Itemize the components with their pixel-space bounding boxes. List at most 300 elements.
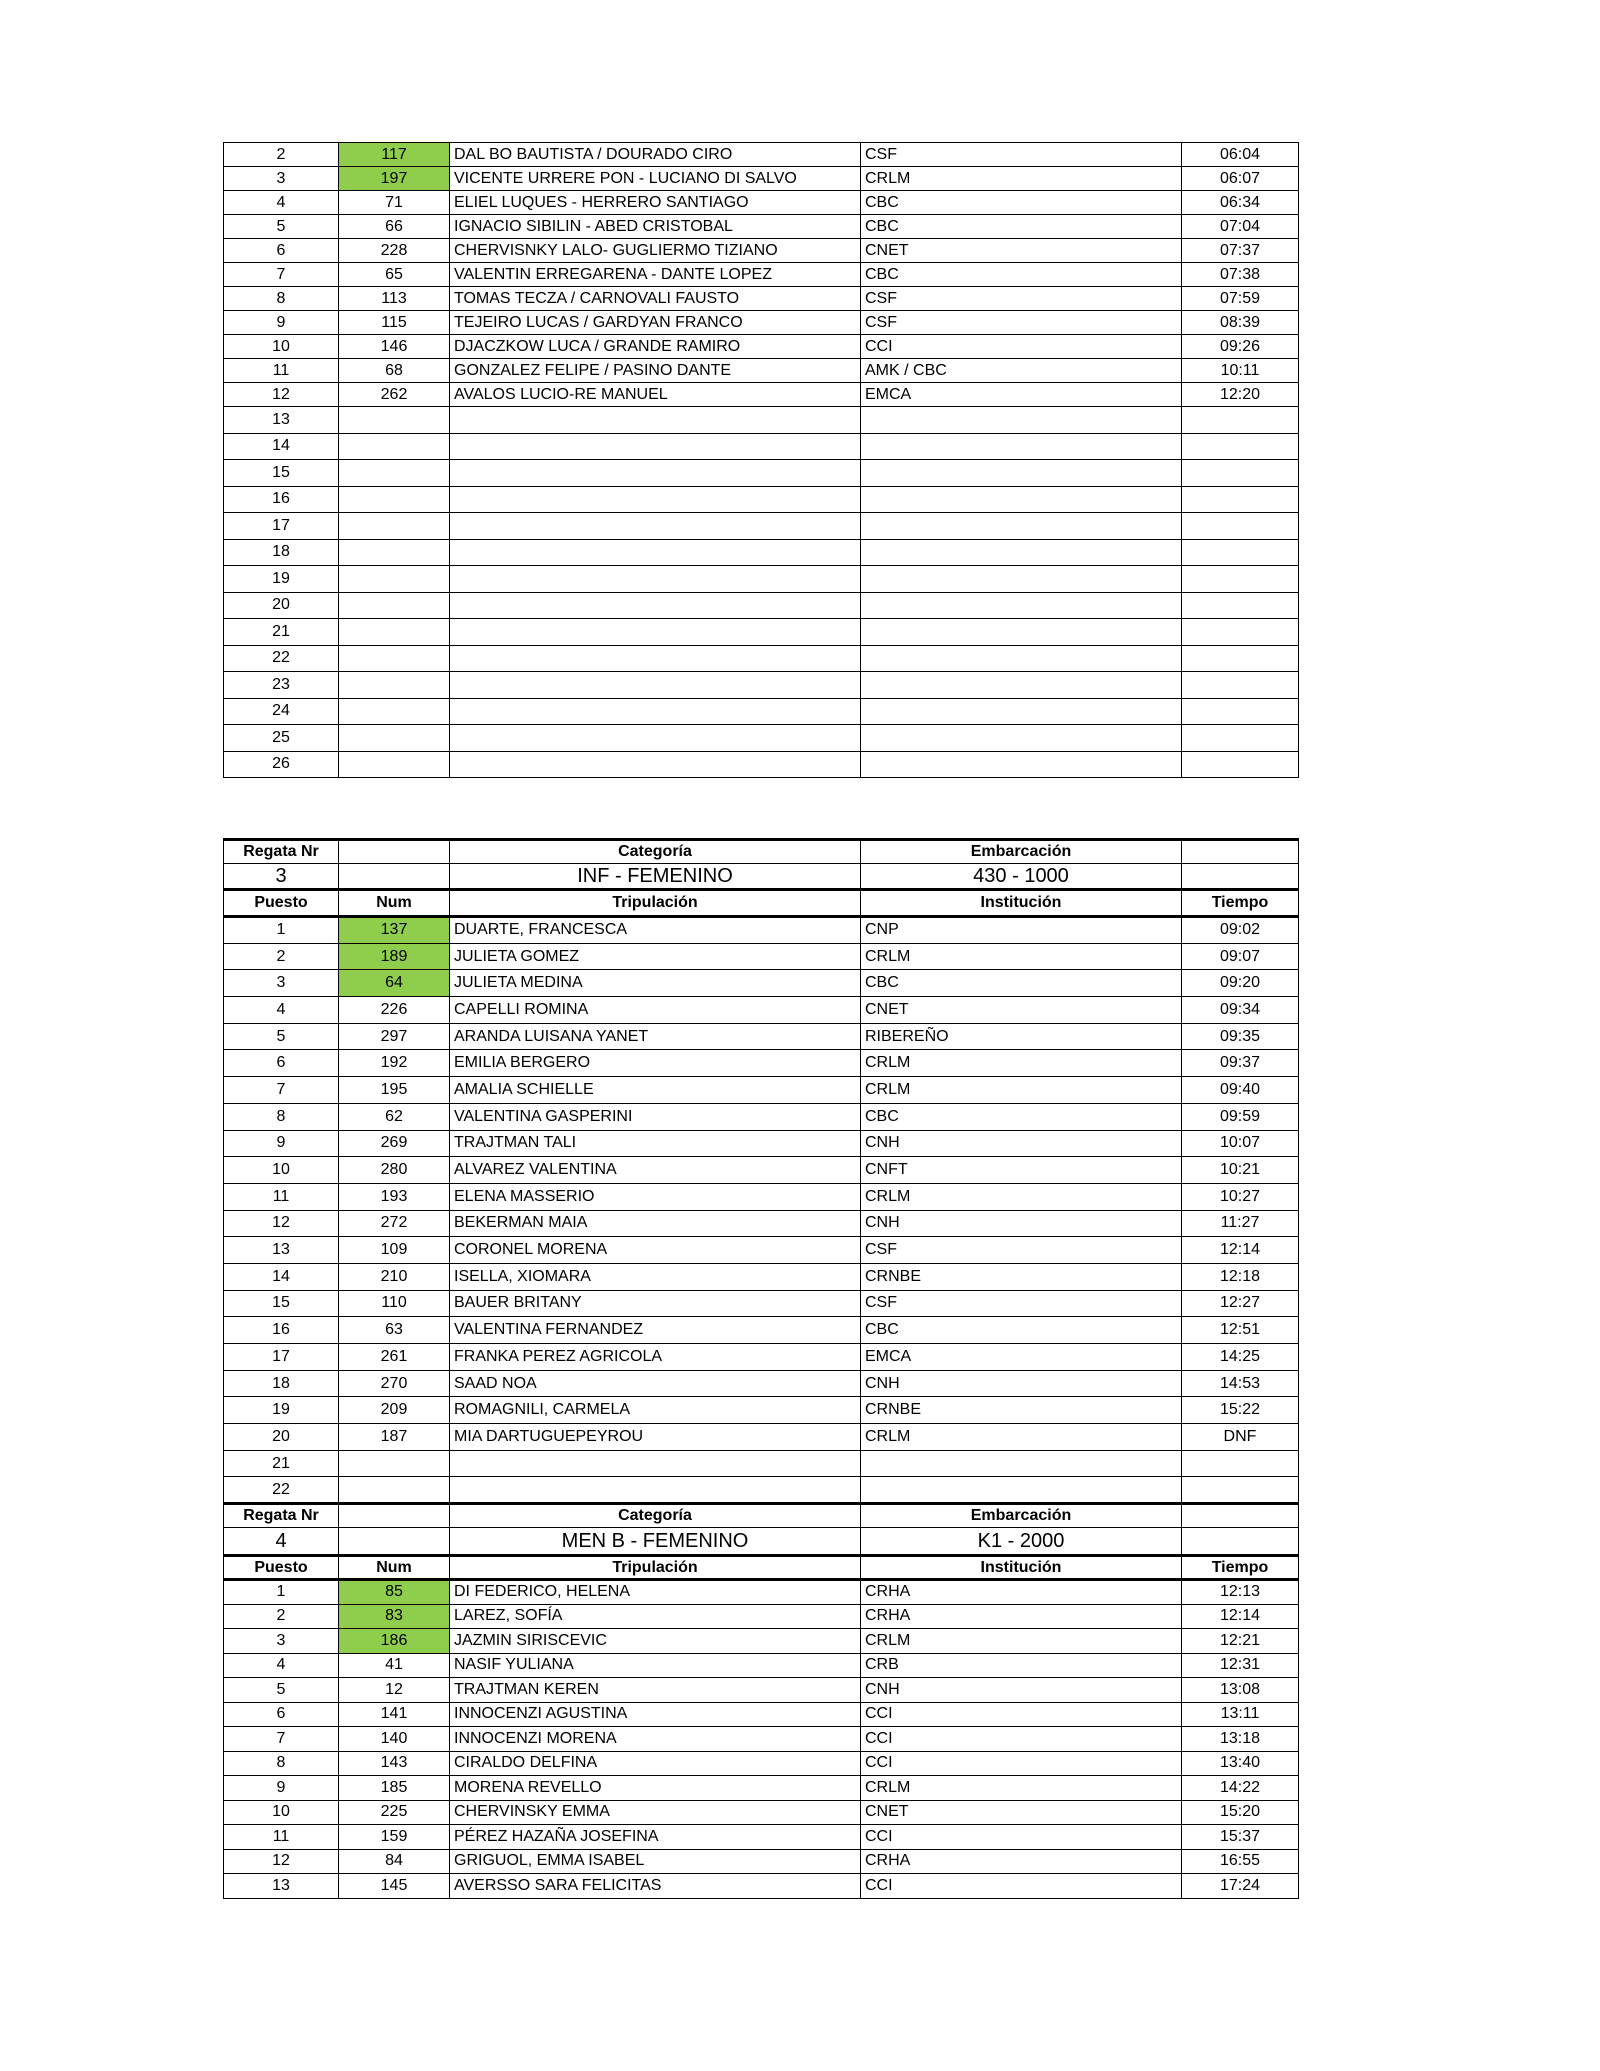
tiempo-cell — [1182, 433, 1299, 460]
institucion-cell: CBC — [861, 1103, 1182, 1130]
col-tiempo: Tiempo — [1182, 890, 1299, 917]
num-cell: 186 — [339, 1629, 450, 1654]
tripulacion-cell: TRAJTMAN TALI — [450, 1130, 861, 1157]
num-cell — [339, 513, 450, 540]
puesto-cell: 2 — [224, 1604, 339, 1629]
tiempo-cell: 15:37 — [1182, 1825, 1299, 1850]
puesto-cell: 13 — [224, 1237, 339, 1264]
tiempo-cell: 13:18 — [1182, 1727, 1299, 1752]
institucion-cell: CCI — [861, 1874, 1182, 1899]
tripulacion-cell — [450, 619, 861, 646]
col-num: Num — [339, 890, 450, 917]
tiempo-cell — [1182, 513, 1299, 540]
institucion-cell: CNH — [861, 1370, 1182, 1397]
institucion-cell: CRLM — [861, 1183, 1182, 1210]
tripulacion-cell: BAUER BRITANY — [450, 1290, 861, 1317]
table-row — [224, 1424, 1299, 1451]
table-row — [224, 592, 1299, 619]
puesto-cell: 20 — [224, 592, 339, 619]
tiempo-cell: 09:35 — [1182, 1023, 1299, 1050]
num-cell: 66 — [339, 215, 450, 239]
tiempo-cell: 07:59 — [1182, 287, 1299, 311]
empty-info-cell — [339, 1528, 450, 1556]
table-row — [224, 1477, 1299, 1504]
table-row — [224, 407, 1299, 434]
tiempo-cell — [1182, 698, 1299, 725]
puesto-cell: 11 — [224, 1825, 339, 1850]
tripulacion-cell: PÉREZ HAZAÑA JOSEFINA — [450, 1825, 861, 1850]
tripulacion-cell: MIA DARTUGUEPEYROU — [450, 1424, 861, 1451]
tiempo-cell: 09:26 — [1182, 335, 1299, 359]
puesto-cell: 9 — [224, 311, 339, 335]
num-cell — [339, 1450, 450, 1477]
num-cell: 41 — [339, 1653, 450, 1678]
table-row — [224, 311, 1299, 335]
table-row — [224, 1450, 1299, 1477]
table-row — [224, 1727, 1299, 1752]
puesto-cell: 12 — [224, 1210, 339, 1237]
tripulacion-cell — [450, 486, 861, 513]
num-cell: 68 — [339, 359, 450, 383]
regata-nr-label: Regata Nr — [224, 840, 339, 864]
table-row — [224, 1183, 1299, 1210]
tiempo-cell: 15:20 — [1182, 1800, 1299, 1825]
tripulacion-cell: CORONEL MORENA — [450, 1237, 861, 1264]
race-3-columns-row — [224, 890, 1299, 917]
num-cell: 141 — [339, 1702, 450, 1727]
institucion-cell: CBC — [861, 970, 1182, 997]
num-cell: 225 — [339, 1800, 450, 1825]
tripulacion-cell: AVALOS LUCIO-RE MANUEL — [450, 383, 861, 407]
tripulacion-cell: CHERVINSKY EMMA — [450, 1800, 861, 1825]
num-cell: 209 — [339, 1397, 450, 1424]
table-row — [224, 619, 1299, 646]
table-row — [224, 1751, 1299, 1776]
tripulacion-cell — [450, 460, 861, 487]
tripulacion-cell — [450, 645, 861, 672]
puesto-cell: 14 — [224, 1263, 339, 1290]
num-cell: 12 — [339, 1678, 450, 1703]
table1-body — [224, 143, 1299, 778]
tripulacion-cell: DUARTE, FRANCESCA — [450, 917, 861, 944]
puesto-cell: 14 — [224, 433, 339, 460]
institucion-cell: AMK / CBC — [861, 359, 1182, 383]
num-cell — [339, 672, 450, 699]
tiempo-cell — [1182, 460, 1299, 487]
num-cell: 262 — [339, 383, 450, 407]
num-cell: 280 — [339, 1157, 450, 1184]
embarcacion-value: K1 - 2000 — [861, 1528, 1182, 1556]
institucion-cell: CNET — [861, 1800, 1182, 1825]
puesto-cell: 13 — [224, 407, 339, 434]
table-row — [224, 143, 1299, 167]
institucion-cell: CSF — [861, 1237, 1182, 1264]
table-row — [224, 1874, 1299, 1899]
table-row — [224, 1210, 1299, 1237]
table-row — [224, 239, 1299, 263]
embarcacion-label: Embarcación — [861, 1504, 1182, 1528]
tripulacion-cell: ELIEL LUQUES - HERRERO SANTIAGO — [450, 191, 861, 215]
puesto-cell: 21 — [224, 619, 339, 646]
num-cell — [339, 407, 450, 434]
num-cell: 146 — [339, 335, 450, 359]
empty-header-cell — [339, 1504, 450, 1528]
tiempo-cell — [1182, 751, 1299, 778]
institucion-cell: CRLM — [861, 943, 1182, 970]
num-cell: 85 — [339, 1580, 450, 1605]
num-cell: 109 — [339, 1237, 450, 1264]
num-cell: 83 — [339, 1604, 450, 1629]
tripulacion-cell: NASIF YULIANA — [450, 1653, 861, 1678]
race-4-header-row — [224, 1504, 1299, 1528]
puesto-cell: 8 — [224, 287, 339, 311]
table-row — [224, 1653, 1299, 1678]
categoria-value: INF - FEMENINO — [450, 864, 861, 890]
institucion-cell — [861, 698, 1182, 725]
tripulacion-cell: VALENTINA FERNANDEZ — [450, 1317, 861, 1344]
table-row — [224, 917, 1299, 944]
puesto-cell: 6 — [224, 1050, 339, 1077]
table-row — [224, 1629, 1299, 1654]
num-cell — [339, 698, 450, 725]
categoria-label: Categoría — [450, 1504, 861, 1528]
institucion-cell: CSF — [861, 143, 1182, 167]
institucion-cell — [861, 672, 1182, 699]
puesto-cell: 5 — [224, 1678, 339, 1703]
institucion-cell: CRNBE — [861, 1397, 1182, 1424]
institucion-cell: EMCA — [861, 383, 1182, 407]
tiempo-cell: 09:07 — [1182, 943, 1299, 970]
tripulacion-cell: AVERSSO SARA FELICITAS — [450, 1874, 861, 1899]
results-table-continuation — [223, 142, 1299, 778]
institucion-cell: CCI — [861, 1825, 1182, 1850]
tiempo-cell: 09:20 — [1182, 970, 1299, 997]
num-cell: 159 — [339, 1825, 450, 1850]
institucion-cell: CRLM — [861, 1776, 1182, 1801]
tripulacion-cell — [450, 513, 861, 540]
num-cell: 297 — [339, 1023, 450, 1050]
num-cell: 117 — [339, 143, 450, 167]
num-cell: 143 — [339, 1751, 450, 1776]
table-row — [224, 1825, 1299, 1850]
tripulacion-cell: TOMAS TECZA / CARNOVALI FAUSTO — [450, 287, 861, 311]
num-cell — [339, 751, 450, 778]
tripulacion-cell: LAREZ, SOFÍA — [450, 1604, 861, 1629]
tiempo-cell: 13:11 — [1182, 1702, 1299, 1727]
institucion-cell: CRLM — [861, 167, 1182, 191]
table-row — [224, 1702, 1299, 1727]
num-cell — [339, 592, 450, 619]
table-row — [224, 1370, 1299, 1397]
tiempo-cell: 14:53 — [1182, 1370, 1299, 1397]
tripulacion-cell: VALENTIN ERREGARENA - DANTE LOPEZ — [450, 263, 861, 287]
tiempo-cell: 12:20 — [1182, 383, 1299, 407]
col-tripulacion: Tripulación — [450, 1556, 861, 1580]
institucion-cell: CNH — [861, 1210, 1182, 1237]
puesto-cell: 4 — [224, 191, 339, 215]
institucion-cell: CRB — [861, 1653, 1182, 1678]
institucion-cell — [861, 592, 1182, 619]
num-cell: 270 — [339, 1370, 450, 1397]
table-row — [224, 1849, 1299, 1874]
institucion-cell: CNP — [861, 917, 1182, 944]
table-row — [224, 1290, 1299, 1317]
table-row — [224, 486, 1299, 513]
table-row — [224, 1050, 1299, 1077]
table-row — [224, 1157, 1299, 1184]
tiempo-cell: 06:04 — [1182, 143, 1299, 167]
institucion-cell: CRHA — [861, 1849, 1182, 1874]
puesto-cell: 19 — [224, 566, 339, 593]
empty-info-cell — [1182, 1528, 1299, 1556]
tripulacion-cell: ROMAGNILI, CARMELA — [450, 1397, 861, 1424]
institucion-cell: CCI — [861, 1727, 1182, 1752]
tripulacion-cell: BEKERMAN MAIA — [450, 1210, 861, 1237]
puesto-cell: 16 — [224, 486, 339, 513]
tiempo-cell — [1182, 1477, 1299, 1504]
tripulacion-cell — [450, 751, 861, 778]
puesto-cell: 25 — [224, 725, 339, 752]
num-cell: 63 — [339, 1317, 450, 1344]
institucion-cell: CRLM — [861, 1050, 1182, 1077]
col-puesto: Puesto — [224, 890, 339, 917]
tripulacion-cell — [450, 433, 861, 460]
tripulacion-cell: IGNACIO SIBILIN - ABED CRISTOBAL — [450, 215, 861, 239]
puesto-cell: 11 — [224, 359, 339, 383]
puesto-cell: 11 — [224, 1183, 339, 1210]
num-cell: 140 — [339, 1727, 450, 1752]
tripulacion-cell: INNOCENZI MORENA — [450, 1727, 861, 1752]
num-cell: 189 — [339, 943, 450, 970]
tripulacion-cell: GRIGUOL, EMMA ISABEL — [450, 1849, 861, 1874]
table-row — [224, 1263, 1299, 1290]
table-row — [224, 1397, 1299, 1424]
institucion-cell: CRNBE — [861, 1263, 1182, 1290]
table-row — [224, 1103, 1299, 1130]
num-cell — [339, 539, 450, 566]
tripulacion-cell: AMALIA SCHIELLE — [450, 1077, 861, 1104]
institucion-cell — [861, 460, 1182, 487]
institucion-cell — [861, 486, 1182, 513]
puesto-cell: 6 — [224, 1702, 339, 1727]
puesto-cell: 16 — [224, 1317, 339, 1344]
tiempo-cell — [1182, 486, 1299, 513]
embarcacion-value: 430 - 1000 — [861, 864, 1182, 890]
puesto-cell: 19 — [224, 1397, 339, 1424]
puesto-cell: 7 — [224, 263, 339, 287]
regata-nr-value: 3 — [224, 864, 339, 890]
empty-header-cell — [1182, 1504, 1299, 1528]
table-row — [224, 287, 1299, 311]
regata-nr-value: 4 — [224, 1528, 339, 1556]
num-cell: 84 — [339, 1849, 450, 1874]
tripulacion-cell: JULIETA MEDINA — [450, 970, 861, 997]
table-row — [224, 433, 1299, 460]
num-cell — [339, 460, 450, 487]
tripulacion-cell: SAAD NOA — [450, 1370, 861, 1397]
num-cell: 110 — [339, 1290, 450, 1317]
puesto-cell: 1 — [224, 917, 339, 944]
institucion-cell: CSF — [861, 287, 1182, 311]
puesto-cell: 3 — [224, 1629, 339, 1654]
institucion-cell: CBC — [861, 215, 1182, 239]
puesto-cell: 2 — [224, 943, 339, 970]
puesto-cell: 22 — [224, 1477, 339, 1504]
tripulacion-cell — [450, 725, 861, 752]
table-row — [224, 1776, 1299, 1801]
tripulacion-cell — [450, 539, 861, 566]
puesto-cell: 17 — [224, 1344, 339, 1371]
num-cell — [339, 645, 450, 672]
categoria-value: MEN B - FEMENINO — [450, 1528, 861, 1556]
tripulacion-cell: ALVAREZ VALENTINA — [450, 1157, 861, 1184]
tripulacion-cell: JAZMIN SIRISCEVIC — [450, 1629, 861, 1654]
tiempo-cell: 16:55 — [1182, 1849, 1299, 1874]
puesto-cell: 18 — [224, 539, 339, 566]
table-row — [224, 997, 1299, 1024]
puesto-cell: 23 — [224, 672, 339, 699]
institucion-cell: CCI — [861, 1751, 1182, 1776]
institucion-cell: CBC — [861, 1317, 1182, 1344]
puesto-cell: 21 — [224, 1450, 339, 1477]
tiempo-cell — [1182, 539, 1299, 566]
tiempo-cell: 10:07 — [1182, 1130, 1299, 1157]
institucion-cell — [861, 566, 1182, 593]
puesto-cell: 13 — [224, 1874, 339, 1899]
institucion-cell — [861, 407, 1182, 434]
tripulacion-cell: ISELLA, XIOMARA — [450, 1263, 861, 1290]
tiempo-cell: 09:34 — [1182, 997, 1299, 1024]
tripulacion-cell: CAPELLI ROMINA — [450, 997, 861, 1024]
puesto-cell: 12 — [224, 1849, 339, 1874]
puesto-cell: 7 — [224, 1727, 339, 1752]
puesto-cell: 9 — [224, 1130, 339, 1157]
puesto-cell: 15 — [224, 1290, 339, 1317]
tiempo-cell: DNF — [1182, 1424, 1299, 1451]
col-institucion: Institución — [861, 890, 1182, 917]
tiempo-cell: 09:59 — [1182, 1103, 1299, 1130]
puesto-cell: 10 — [224, 1800, 339, 1825]
num-cell: 195 — [339, 1077, 450, 1104]
table-row — [224, 539, 1299, 566]
institucion-cell — [861, 751, 1182, 778]
puesto-cell: 6 — [224, 239, 339, 263]
institucion-cell: CRHA — [861, 1604, 1182, 1629]
categoria-label: Categoría — [450, 840, 861, 864]
tripulacion-cell — [450, 407, 861, 434]
tripulacion-cell — [450, 698, 861, 725]
puesto-cell: 18 — [224, 1370, 339, 1397]
tiempo-cell — [1182, 1450, 1299, 1477]
num-cell: 187 — [339, 1424, 450, 1451]
table-row — [224, 1317, 1299, 1344]
table-row — [224, 383, 1299, 407]
table-row — [224, 751, 1299, 778]
tripulacion-cell: DJACZKOW LUCA / GRANDE RAMIRO — [450, 335, 861, 359]
tripulacion-cell: EMILIA BERGERO — [450, 1050, 861, 1077]
table-row — [224, 566, 1299, 593]
race-4-body — [224, 1580, 1299, 1899]
tripulacion-cell — [450, 1477, 861, 1504]
puesto-cell: 17 — [224, 513, 339, 540]
table-row — [224, 970, 1299, 997]
tripulacion-cell: DI FEDERICO, HELENA — [450, 1580, 861, 1605]
institucion-cell — [861, 539, 1182, 566]
table-row — [224, 698, 1299, 725]
puesto-cell: 2 — [224, 143, 339, 167]
num-cell: 71 — [339, 191, 450, 215]
tiempo-cell: 12:27 — [1182, 1290, 1299, 1317]
col-tripulacion: Tripulación — [450, 890, 861, 917]
tiempo-cell — [1182, 672, 1299, 699]
tiempo-cell: 13:08 — [1182, 1678, 1299, 1703]
institucion-cell — [861, 725, 1182, 752]
tripulacion-cell: CIRALDO DELFINA — [450, 1751, 861, 1776]
num-cell: 197 — [339, 167, 450, 191]
num-cell — [339, 433, 450, 460]
puesto-cell: 10 — [224, 1157, 339, 1184]
num-cell: 62 — [339, 1103, 450, 1130]
tripulacion-cell: VICENTE URRERE PON - LUCIANO DI SALVO — [450, 167, 861, 191]
tiempo-cell: 12:31 — [1182, 1653, 1299, 1678]
num-cell: 192 — [339, 1050, 450, 1077]
table-row — [224, 359, 1299, 383]
table-row — [224, 1800, 1299, 1825]
institucion-cell: RIBEREÑO — [861, 1023, 1182, 1050]
tiempo-cell: 08:39 — [1182, 311, 1299, 335]
puesto-cell: 5 — [224, 1023, 339, 1050]
table-row — [224, 1237, 1299, 1264]
tripulacion-cell: TEJEIRO LUCAS / GARDYAN FRANCO — [450, 311, 861, 335]
tripulacion-cell: FRANKA PEREZ AGRICOLA — [450, 1344, 861, 1371]
table-row — [224, 1077, 1299, 1104]
num-cell: 226 — [339, 997, 450, 1024]
num-cell: 269 — [339, 1130, 450, 1157]
tiempo-cell: 09:40 — [1182, 1077, 1299, 1104]
table-row — [224, 1023, 1299, 1050]
table-row — [224, 335, 1299, 359]
institucion-cell: CRLM — [861, 1077, 1182, 1104]
tripulacion-cell: ARANDA LUISANA YANET — [450, 1023, 861, 1050]
tripulacion-cell: CHERVISNKY LALO- GUGLIERMO TIZIANO — [450, 239, 861, 263]
institucion-cell: CCI — [861, 1702, 1182, 1727]
empty-header-cell — [339, 840, 450, 864]
num-cell: 137 — [339, 917, 450, 944]
tiempo-cell: 12:13 — [1182, 1580, 1299, 1605]
tiempo-cell — [1182, 407, 1299, 434]
embarcacion-label: Embarcación — [861, 840, 1182, 864]
col-institucion: Institución — [861, 1556, 1182, 1580]
institucion-cell: CSF — [861, 311, 1182, 335]
table-row — [224, 167, 1299, 191]
num-cell — [339, 1477, 450, 1504]
puesto-cell: 24 — [224, 698, 339, 725]
tiempo-cell: 06:34 — [1182, 191, 1299, 215]
puesto-cell: 3 — [224, 167, 339, 191]
tiempo-cell: 12:18 — [1182, 1263, 1299, 1290]
institucion-cell: CNET — [861, 239, 1182, 263]
empty-header-cell — [1182, 840, 1299, 864]
num-cell: 145 — [339, 1874, 450, 1899]
tiempo-cell — [1182, 592, 1299, 619]
table-row — [224, 263, 1299, 287]
tiempo-cell: 14:22 — [1182, 1776, 1299, 1801]
num-cell: 65 — [339, 263, 450, 287]
tiempo-cell: 15:22 — [1182, 1397, 1299, 1424]
tiempo-cell — [1182, 566, 1299, 593]
puesto-cell: 5 — [224, 215, 339, 239]
institucion-cell — [861, 619, 1182, 646]
